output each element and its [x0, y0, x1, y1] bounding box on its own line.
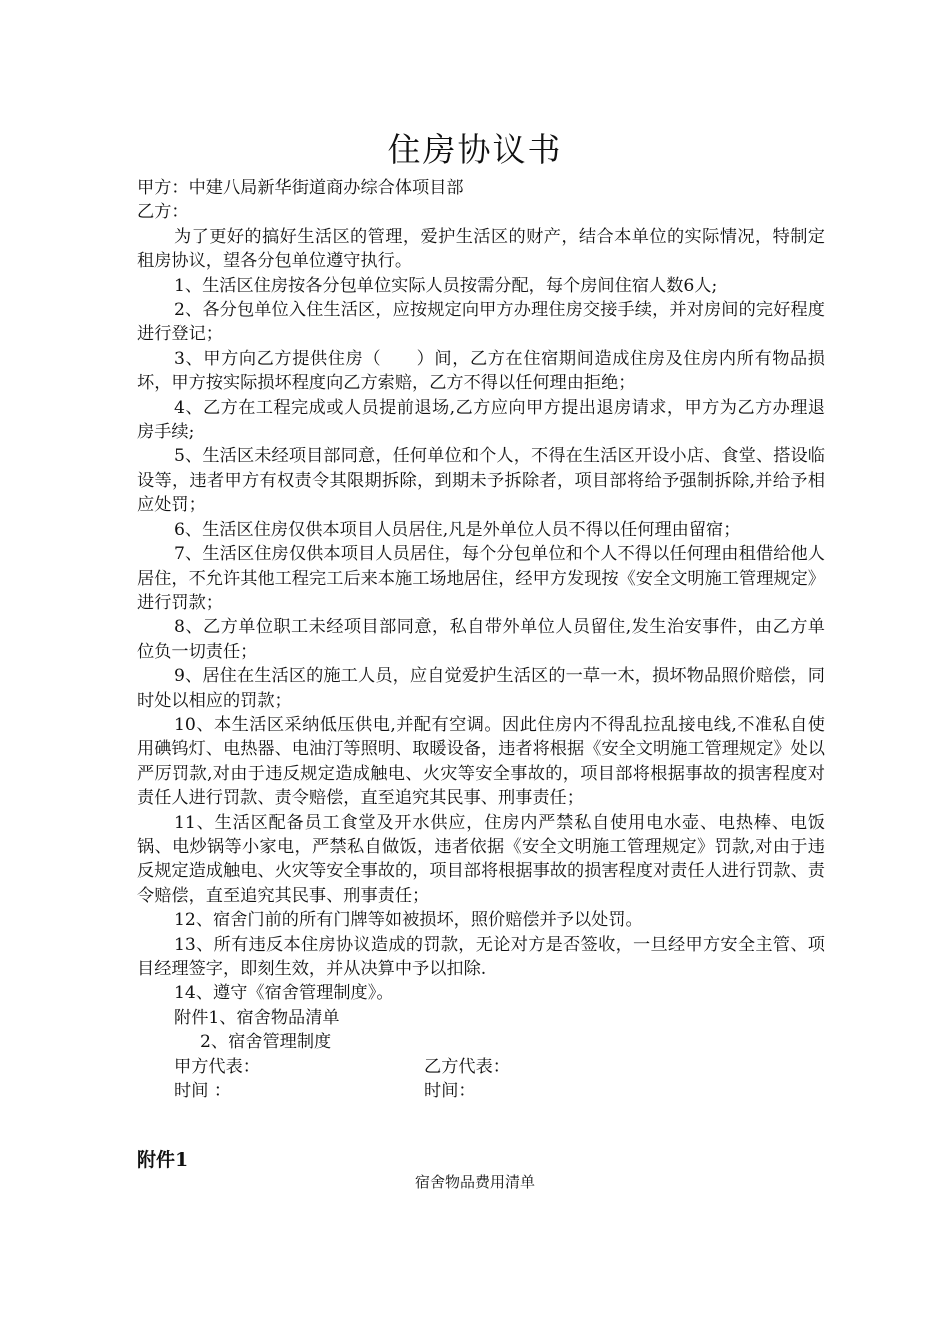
party-b-representative: 乙方代表： [424, 1056, 510, 1077]
clause-7: 7、生活区住房仅供本项目人员居住，每个分包单位和个人不得以任何理由租借给他人居住，不允许其他工程完工后来本施工场地居住，经甲方发现按《安全文明施工管理规定》进行罚款； [137, 544, 825, 613]
clause-5: 5、生活区未经项目部同意，任何单位和个人，不得在生活区开设小店、食堂、搭设临设等，违者甲方有权责令其限期拆除，到期未予拆除者，项目部将给予强制拆除,并给予相应处罚； [137, 446, 825, 516]
party-a-line: 甲方：中建八局新华街道商办综合体项目部 [137, 178, 464, 198]
intro-paragraph: 为了更好的搞好生活区的管理，爱护生活区的财产，结合本单位的实际情况，特制定租房协议，望各分包单位遵守执行。 [137, 226, 825, 272]
clause-2: 2、各分包单位入住生活区，应按规定向甲方办理住房交接手续，并对房间的完好程度进行登记； [137, 300, 825, 345]
party-b-line: 乙方： [137, 202, 189, 223]
clause-13: 13、所有违反本住房协议造成的罚款，无论对方是否签收，一旦经甲方安全主管、项目经理签字，即刻生效，并从决算中予以扣除. [137, 934, 825, 979]
clause-1: 1、生活区住房按各分包单位实际人员按需分配，每个房间住宿人数6人; [174, 275, 718, 296]
clause-14: 14、遵守《宿舍管理制度》。 [174, 983, 394, 1004]
party-a-time: 时间 ： [174, 1081, 232, 1102]
clause-3: 3、甲方向乙方提供住房（ ）间，乙方在住宿期间造成住房及住房内所有物品损坏，甲方按实际损坏程度向乙方索赔，乙方不得以任何理由拒绝； [137, 348, 825, 394]
party-b-time: 时间： [424, 1081, 476, 1102]
clause-8: 8、乙方单位职工未经项目部同意，私自带外单位人员留住,发生治安事件，由乙方单位负一切责任； [137, 617, 825, 662]
document-body [137, 176, 825, 1103]
clause-10: 10、本生活区采纳低压供电,并配有空调。因此住房内不得乱拉乱接电线,不准私自使用碘钨灯、电热器、电油汀等照明、取暖设备，违者将根据《安全文明施工管理规定》处以严厉罚款,对由于违反规定造成触电、火灾等安全事故的，项目部将根据事故的损害程度对责任人进行罚款、责令赔偿，直至追究其民事、刑事责任； [137, 714, 825, 809]
party-a-representative: 甲方代表： [174, 1056, 260, 1077]
clause-4: 4、乙方在工程完成或人员提前退场,乙方应向甲方提出退房请求，甲方为乙方办理退房手续; [137, 397, 825, 443]
representative-row [137, 1055, 825, 1079]
clause-12: 12、宿舍门前的所有门牌等如被损坏，照价赔偿并予以处罚。 [174, 910, 643, 931]
clause-6: 6、生活区住房仅供本项目人员居住,凡是外单位人员不得以任何理由留宿； [174, 519, 741, 540]
clause-11: 11、生活区配备员工食堂及开水供应，住房内严禁私自使用电水壶、电热棒、电饭锅、电炒锅等小家电，严禁私自做饭，违者依据《安全文明施工管理规定》罚款,对由于违反规定造成触电、火灾等安全事故的，项目部将根据事故的损害程度对责任人进行罚款、责令赔偿，直至追究其民事、刑事责任； [137, 812, 825, 906]
document-title: 住房协议书 [387, 130, 563, 169]
attachment-list-item-1: 附件1、宿舍物品清单 [174, 1007, 340, 1028]
time-row [137, 1079, 825, 1103]
attachment-title: 宿舍物品费用清单 [414, 1173, 535, 1191]
attachment-list-item-2: 2、宿舍管理制度 [200, 1032, 332, 1053]
attachment-heading: 附件1 [137, 1149, 189, 1171]
clause-9: 9、居住在生活区的施工人员，应自觉爱护生活区的一草一木，损坏物品照价赔偿，同时处以相应的罚款； [137, 666, 825, 711]
